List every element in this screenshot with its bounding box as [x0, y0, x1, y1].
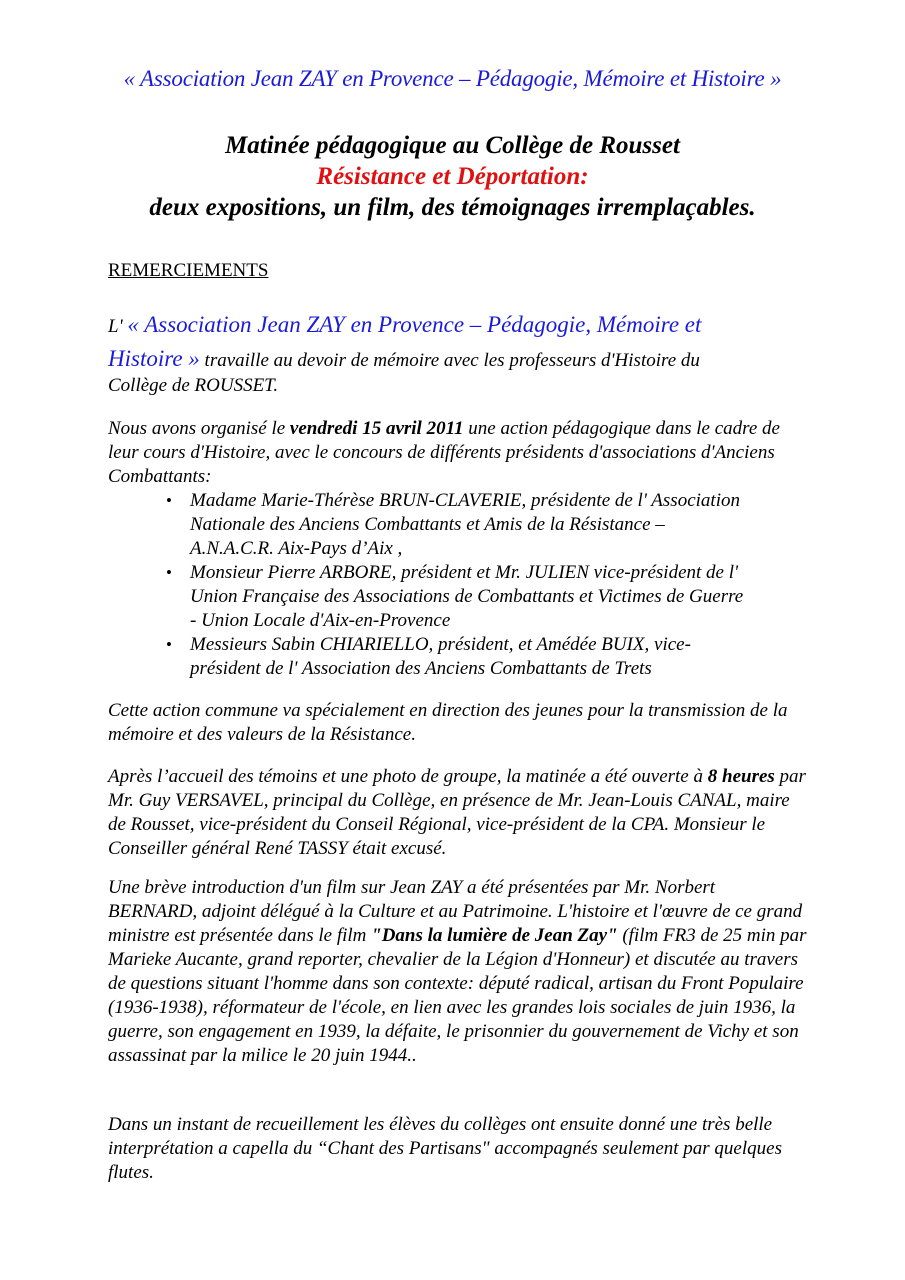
bullet-icon: • [166, 563, 172, 582]
list-item [108, 561, 808, 633]
presidents-list [108, 489, 808, 681]
list-item-line: Madame Marie-Thérèse BRUN-CLAVERIE, présidente de l' Association [190, 490, 740, 511]
film-paragraph [108, 876, 808, 1068]
organisation-paragraph [108, 417, 808, 489]
document-title [0, 130, 905, 223]
intro-prefix: L' [108, 316, 123, 337]
intro-text: travaille au devoir de mémoire avec les professeurs d'Histoire du [199, 350, 700, 371]
mission-paragraph: Cette action commune va spécialement en direction des jeunes pour la transmission de la mémoire et des valeurs de la Résistance. [108, 700, 788, 745]
list-item-line: Messieurs Sabin CHIARIELLO, président, et Amédée BUIX, vice- [190, 634, 691, 655]
p2-after-date: une action pédagogique dans le cadre de leur cours d'Histoire, avec le concours de différents présidents d'associations d'Anciens Combattants: [108, 418, 780, 487]
title-line-2: Résistance et Déportation: [316, 163, 589, 190]
list-item-line: président de l' Association des Anciens Combattants de Trets [190, 658, 652, 679]
list-item [108, 489, 808, 561]
association-header: « Association Jean ZAY en Provence – Pédagogie, Mémoire et Histoire » [123, 66, 782, 91]
list-item-line: Union Française des Associations de Combattants et Victimes de Guerre [190, 586, 744, 607]
title-line-1: Matinée pédagogique au Collège de Rousset [225, 132, 680, 159]
list-item-line: - Union Locale d'Aix-en-Provence [190, 610, 451, 631]
song-paragraph: Dans un instant de recueillement les élèves du collèges ont ensuite donné une très belle interprétation a capella du “Chant des Partisans" accompagnés seulement par quelques flutes. [108, 1114, 782, 1183]
intro-association-name-1: « Association Jean ZAY en Provence – Pédagogie, Mémoire et [127, 312, 702, 337]
event-date: vendredi 15 avril 2011 [289, 418, 464, 439]
bullet-icon: • [166, 635, 172, 654]
list-item-line: Monsieur Pierre ARBORE, président et Mr. JULIEN vice-président de l' [190, 562, 739, 583]
intro-paragraph [108, 309, 808, 399]
opening-time: 8 heures [707, 766, 775, 787]
opening-paragraph [108, 765, 808, 861]
p5-after: (film FR3 de 25 min par Marieke Aucante, grand reporter, chevalier de la Légion d'Honneur) et discutée au travers de questions situant l'homme dans son contexte: député radical, artisan du Front Populaire (1936-1938), réformateur de l'école, en lien avec les grandes lois sociales de juin 1936, la guerre, son engagement en 1939, la défaite, le prisonnier du gouvernement de Vichy et son assassinat par la milice le 20 juin 1944.. [108, 925, 807, 1066]
bullet-icon: • [166, 491, 172, 510]
section-heading: REMERCIEMENTS [108, 260, 269, 281]
p4-before: Après l’accueil des témoins et une photo de groupe, la matinée a été ouverte à [108, 766, 708, 787]
p2-before-date: Nous avons organisé le [108, 418, 290, 439]
intro-association-name-2: Histoire » [108, 346, 200, 371]
p4-after: par Mr. Guy VERSAVEL, principal du Collège, en présence de Mr. Jean-Louis CANAL, maire de Rousset, vice-président du Conseil Régional, vice-président de la CPA. Monsieur le Conseiller général René TASSY était excusé. [108, 766, 806, 859]
list-item [108, 633, 808, 681]
title-line-3: deux expositions, un film, des témoignages irremplaçables. [149, 194, 756, 221]
list-item-line: A.N.A.C.R. Aix-Pays d’Aix , [190, 538, 403, 559]
film-title: "Dans la lumière de Jean Zay" [371, 925, 618, 946]
list-item-line: Nationale des Anciens Combattants et Amis de la Résistance – [190, 514, 665, 535]
p5-before: Une brève introduction d'un film sur Jean ZAY a été présentées par Mr. Norbert BERNARD, adjoint délégué à la Culture et au Patrimoine. L'histoire et l'œuvre de ce grand ministre est présentée dans le film [108, 877, 803, 946]
intro-text-last: Collège de ROUSSET. [108, 375, 279, 396]
